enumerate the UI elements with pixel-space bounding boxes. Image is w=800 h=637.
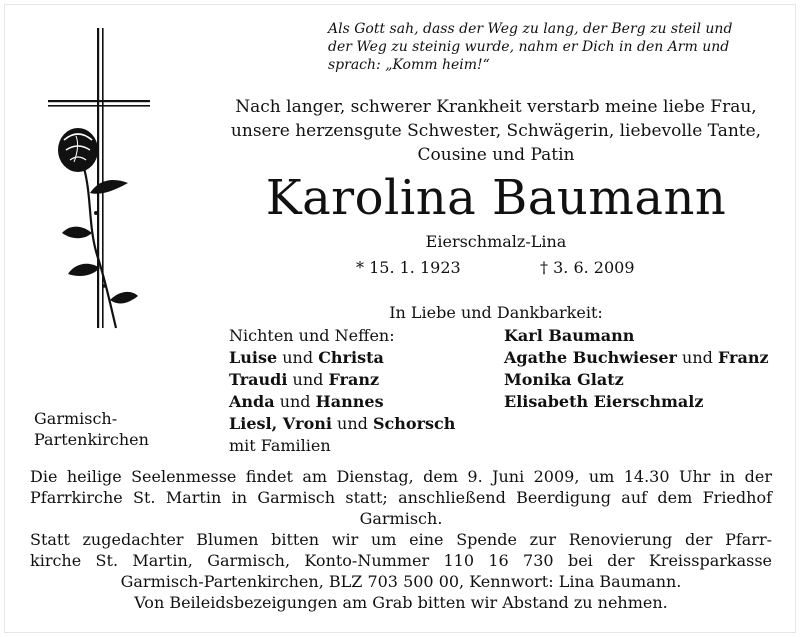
place-line: Garmisch-	[34, 409, 118, 428]
mourner-line	[229, 413, 494, 435]
mourners-list-left	[229, 325, 494, 457]
cross-with-rose-icon	[40, 28, 150, 338]
place-of-residence	[34, 408, 194, 450]
mass-line: Garmisch.	[359, 509, 443, 528]
mourner-line	[229, 369, 494, 391]
memorial-quote	[328, 20, 768, 74]
mourner-line	[504, 347, 784, 369]
condolence-line: Von Beileidsbezeigungen am Grab bitten wir Abstand zu nehmen.	[134, 593, 668, 612]
mourners-header: Nichten und Neffen:	[229, 326, 395, 345]
mourner-name: Schorsch	[373, 414, 456, 433]
mourners-list-right	[504, 325, 784, 413]
quote-line: Als Gott sah, dass der Weg zu lang, der Berg zu steil und	[328, 21, 733, 37]
mourner-conjunction: und	[676, 348, 718, 367]
deceased-name: Karolina Baumann	[265, 170, 727, 226]
cross-horizontal-beam	[48, 100, 150, 102]
place-line: Partenkirchen	[34, 430, 149, 449]
funeral-information	[30, 466, 772, 613]
mourner-name: Liesl, Vroni	[229, 414, 332, 433]
mourner-name: Hannes	[315, 392, 384, 411]
cross-vertical-beam	[97, 28, 99, 328]
mourner-conjunction: und	[277, 348, 319, 367]
mourner-line	[504, 369, 784, 391]
intro-line: Nach langer, schwerer Krankheit verstarb meine liebe Frau,	[235, 97, 757, 117]
mourner-line	[504, 391, 784, 413]
quote-line: der Weg zu steinig wurde, nahm er Dich in den Arm und	[328, 39, 730, 55]
mourner-line	[229, 391, 494, 413]
mass-line: Die heilige Seelenmesse findet am Dienstag, dem 9. Juni 2009, um 14.30 Uhr in der	[30, 467, 772, 486]
mass-line: Pfarrkirche St. Martin in Garmisch statt; anschließend Beerdigung auf dem Friedhof	[30, 488, 772, 507]
mourner-name: Anda	[229, 392, 275, 411]
mourner-name: Traudi	[229, 370, 288, 389]
intro-line: Cousine und Patin	[417, 145, 575, 165]
mourner-conjunction: und	[274, 392, 316, 411]
gratitude-line: In Liebe und Dankbarkeit:	[389, 303, 603, 322]
mourner-conjunction: und	[331, 414, 373, 433]
mourner-line	[504, 325, 784, 347]
death-date: † 3. 6. 2009	[540, 258, 635, 277]
donation-line: kirche St. Martin, Garmisch, Konto-Nummer 110 16 730 bei der Kreissparkasse	[30, 551, 772, 570]
mourner-name: Franz	[717, 348, 769, 367]
quote-line: sprach: „Komm heim!“	[328, 57, 490, 73]
intro-line: unsere herzensgute Schwester, Schwägerin, liebevolle Tante,	[230, 121, 762, 141]
mourner-name: Luise	[229, 348, 278, 367]
mourner-conjunction: und	[287, 370, 329, 389]
donation-line: Statt zugedachter Blumen bitten wir um eine Spende zur Renovierung der Pfarr-	[30, 530, 772, 549]
cross-vertical-beam-inner	[102, 28, 104, 328]
mourner-line	[229, 347, 494, 369]
mourner-name: Karl Baumann	[504, 326, 635, 345]
intro-text	[220, 95, 772, 167]
donation-line: Garmisch-Partenkirchen, BLZ 703 500 00, Kennwort: Lina Baumann.	[120, 572, 682, 591]
mourner-name: Monika Glatz	[504, 370, 624, 389]
mourner-name: Christa	[318, 348, 384, 367]
birth-date: * 15. 1. 1923	[356, 258, 461, 277]
cross-horizontal-beam-inner	[48, 105, 150, 107]
mourner-name: Franz	[328, 370, 380, 389]
mourners-tail: mit Familien	[229, 436, 331, 455]
mourner-name: Agathe Buchwieser	[504, 348, 677, 367]
mourner-name: Elisabeth Eierschmalz	[504, 392, 704, 411]
deceased-nickname: Eierschmalz-Lina	[425, 232, 567, 251]
